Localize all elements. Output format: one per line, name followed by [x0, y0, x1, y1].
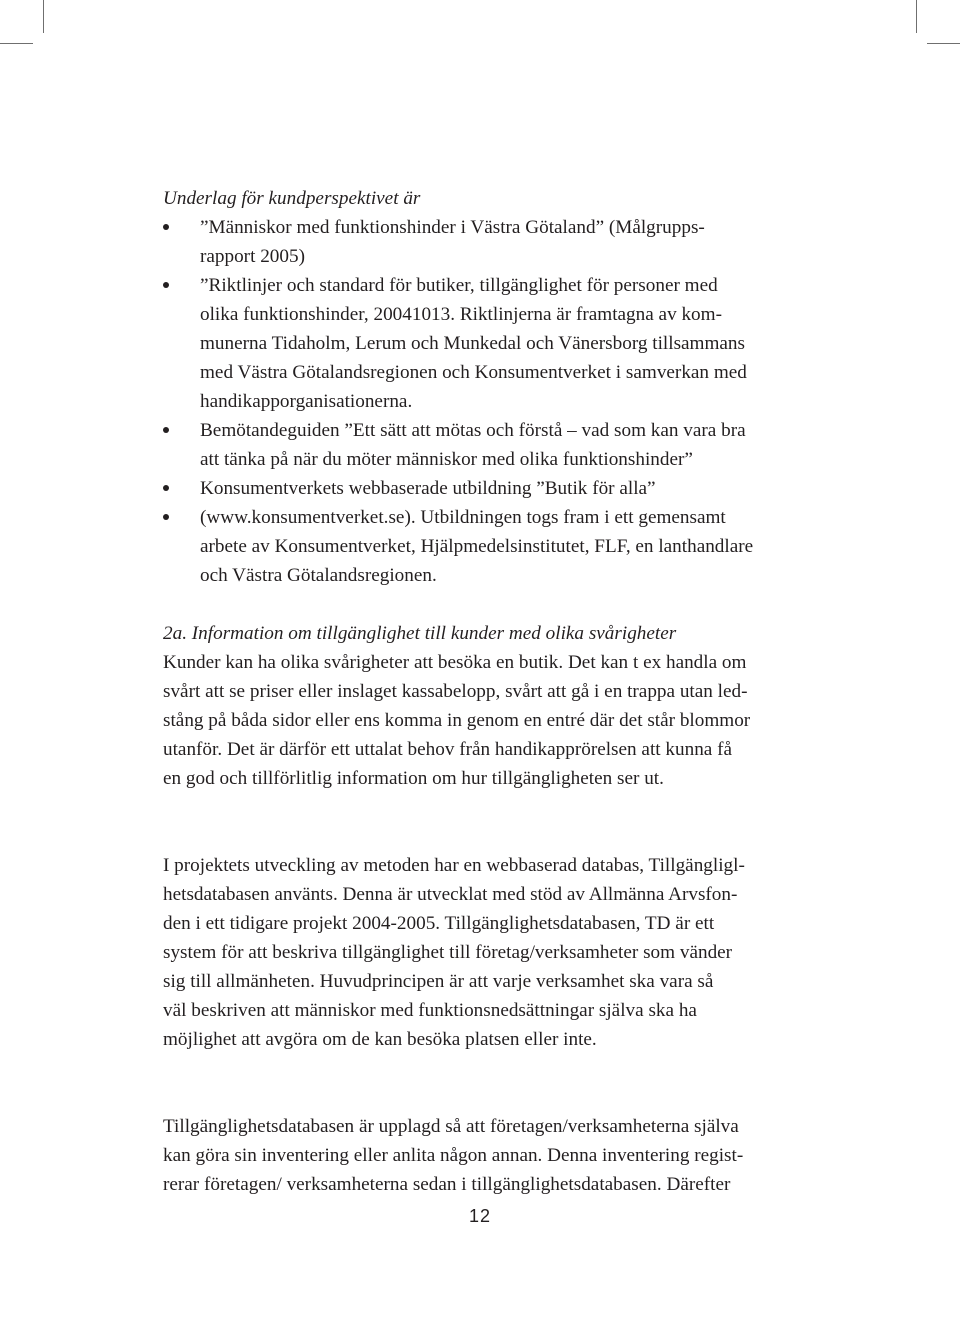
list-item — [163, 474, 803, 503]
page-number: 12 — [468, 1206, 492, 1226]
list-item-line: ”Riktlinjer och standard för butiker, tillgänglighet för personer med — [200, 275, 718, 296]
list-item — [163, 503, 803, 590]
bullet-icon — [163, 427, 169, 433]
paragraph-line: system för att beskriva tillgänglighet till företag/verksamheter som vänder — [163, 942, 733, 963]
crop-mark — [916, 0, 917, 33]
paragraph-line: utanför. Det är därför ett uttalat behov från handikapprörelsen att kunna få — [163, 739, 733, 760]
paragraph — [163, 648, 803, 793]
list-item-line: och Västra Götalandsregionen. — [200, 565, 437, 586]
intro-heading: Underlag för kundperspektivet är — [163, 188, 421, 209]
bullet-icon — [163, 282, 169, 288]
list-item — [163, 213, 803, 271]
list-item — [163, 271, 803, 416]
bullet-icon — [163, 224, 169, 230]
paragraph-line: kan göra sin inventering eller anlita någon annan. Denna inventering regist- — [163, 1145, 744, 1166]
list-item-line: munerna Tidaholm, Lerum och Munkedal och Vänersborg tillsammans — [200, 333, 745, 354]
list-item-line: Konsumentverkets webbaserade utbildning ”Butik för alla” — [200, 478, 656, 499]
paragraph — [163, 1112, 803, 1199]
paragraph-line: rerar företagen/ verksamheterna sedan i tillgänglighetsdatabasen. Därefter — [163, 1174, 731, 1195]
list-item-line: att tänka på när du möter människor med olika funktionshinder” — [200, 449, 693, 470]
paragraph — [163, 851, 803, 1054]
paragraph-line: Tillgänglighetsdatabasen är upplagd så att företagen/verksamheterna själva — [163, 1116, 739, 1137]
list-item-line: Bemötandeguiden ”Ett sätt att mötas och förstå – vad som kan vara bra — [200, 420, 746, 441]
page-body — [163, 184, 803, 1199]
list-item-line: ”Människor med funktionshinder i Västra Götaland” (Målgrupps- — [200, 217, 705, 238]
paragraph-line: möjlighet att avgöra om de kan besöka platsen eller inte. — [163, 1029, 597, 1050]
list-item-line: olika funktionshinder, 20041013. Riktlinjerna är framtagna av kom- — [200, 304, 722, 325]
bullet-icon — [163, 514, 169, 520]
paragraph-line: en god och tillförlitlig information om hur tillgängligheten ser ut. — [163, 768, 664, 789]
list-item-line: rapport 2005) — [200, 246, 305, 267]
list-item-line: handikapporganisationerna. — [200, 391, 413, 412]
source-list — [163, 213, 803, 590]
list-item-line: med Västra Götalandsregionen och Konsumentverket i samverkan med — [200, 362, 747, 383]
paragraph-line: hetsdatabasen använts. Denna är utvecklat med stöd av Allmänna Arvsfon- — [163, 884, 738, 905]
paragraph-line: den i ett tidigare projekt 2004-2005. Tillgänglighetsdatabasen, TD är ett — [163, 913, 715, 934]
list-item — [163, 416, 803, 474]
section-heading: 2a. Information om tillgänglighet till kunder med olika svårigheter — [163, 623, 677, 644]
paragraph-line: I projektets utveckling av metoden har en webbaserad databas, Tillgängligl- — [163, 855, 745, 876]
crop-mark — [0, 43, 33, 44]
paragraph-line: sig till allmänheten. Huvudprincipen är att varje verksamhet ska vara så — [163, 971, 714, 992]
spacer — [163, 822, 803, 851]
paragraph-line: svårt att se priser eller inslaget kassabelopp, svårt att gå i en trappa utan led- — [163, 681, 748, 702]
spacer — [163, 590, 803, 619]
spacer — [163, 1083, 803, 1112]
list-item-line: arbete av Konsumentverket, Hjälpmedelsinstitutet, FLF, en lanthandlare — [200, 536, 754, 557]
spacer — [163, 793, 803, 822]
paragraph-line: Kunder kan ha olika svårigheter att besöka en butik. Det kan t ex handla om — [163, 652, 747, 673]
crop-mark — [43, 0, 44, 33]
list-item-line: (www.konsumentverket.se). Utbildningen togs fram i ett gemensamt — [200, 507, 726, 528]
paragraph-line: stång på båda sidor eller ens komma in genom en entré där det står blommor — [163, 710, 751, 731]
paragraph-line: väl beskriven att människor med funktionsnedsättningar själva ska ha — [163, 1000, 697, 1021]
spacer — [163, 1054, 803, 1083]
bullet-icon — [163, 485, 169, 491]
crop-mark — [927, 43, 960, 44]
